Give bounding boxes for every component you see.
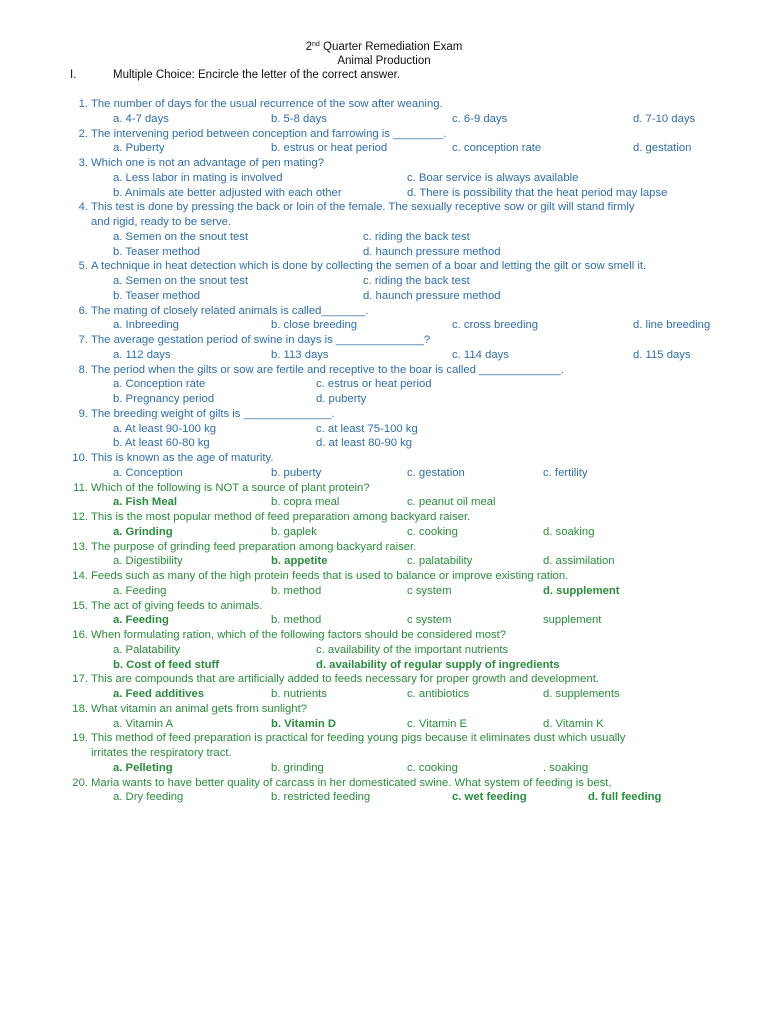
question-number: 14. [72,570,88,582]
answer-option[interactable]: . soaking [543,761,589,774]
answer-option[interactable]: d. haunch pressure method [363,245,501,258]
answer-option[interactable]: d. Vitamin K [543,717,604,730]
question-text: The period when the gilts or sow are fertile and receptive to the boar is called _____________. [91,363,564,376]
question-text: The mating of closely related animals is called_______. [91,304,369,317]
answer-option[interactable]: c. gestation [407,466,465,479]
question-text: Maria wants to have better quality of carcass in her domesticated swine. What system of feeding is best, [91,776,612,789]
question-text: When formulating ration, which of the following factors should be considered most? [91,629,507,641]
answer-option[interactable]: c. riding the back test [363,230,470,243]
answer-option[interactable]: c. antibiotics [407,688,470,700]
answer-option[interactable]: a. Palatability [113,643,181,656]
answer-option[interactable]: d. There is possibility that the heat period may lapse [407,186,668,199]
answer-option[interactable]: c system [407,584,452,597]
question-text: irritates the respiratory tract. [91,747,232,759]
answer-option[interactable]: b. close breeding [271,319,358,332]
exam-subject: Animal Production [337,55,431,67]
answer-option[interactable]: b. At least 60-80 kg [113,437,210,450]
answer-option[interactable]: b. 113 days [271,348,329,361]
answer-option[interactable]: a. Grinding [113,525,173,538]
answer-option[interactable]: d. puberty [316,393,367,405]
question-number: 9. [78,407,88,420]
question-text: Which of the following is NOT a source of plant protein? [91,481,370,494]
answer-option[interactable]: b. nutrients [271,688,327,700]
answer-option[interactable]: a. Pelleting [113,761,173,774]
question-text: The purpose of grinding feed preparation among backyard raiser. [91,540,417,553]
answer-option[interactable]: b. grinding [271,761,324,774]
answer-option[interactable]: c. conception rate [452,142,542,155]
answer-option[interactable]: d. line breeding [633,319,711,332]
answer-option[interactable]: a. Feeding [113,614,169,627]
question-number: 20. [72,776,88,789]
answer-option[interactable]: c system [407,614,452,627]
question-text: The act of giving feeds to animals. [91,599,263,612]
question-number: 19. [72,732,88,745]
question-number: 5. [78,260,88,273]
answer-option[interactable]: c. wet feeding [452,791,527,804]
question-text: What vitamin an animal gets from sunlight? [91,702,307,715]
answer-option[interactable]: a. Semen on the snout test [113,275,249,287]
answer-option[interactable]: b. Vitamin D [271,717,337,730]
question-number: 10. [72,452,88,464]
answer-option[interactable]: a. At least 90-100 kg [113,422,216,435]
exam-title: 2nd Quarter Remediation Exam [305,41,463,53]
answer-option[interactable]: d. soaking [543,525,595,538]
question-text: This is known as the age of maturity. [91,452,274,464]
answer-option[interactable]: a. 112 days [113,348,171,361]
answer-option[interactable]: c. riding the back test [363,275,470,287]
answer-option[interactable]: a. 4-7 days [113,112,169,125]
question-number: 17. [72,673,88,686]
section-instruction: Multiple Choice: Encircle the letter of the correct answer. [113,69,400,81]
answer-option[interactable]: c. cooking [407,761,458,774]
answer-option[interactable]: supplement [543,614,602,627]
answer-option[interactable]: b. estrus or heat period [271,142,388,155]
answer-option[interactable]: d. supplement [543,584,620,597]
question-text: Which one is not an advantage of pen mating? [91,157,324,169]
answer-option[interactable]: c. Vitamin E [407,717,468,730]
question-number: 1. [78,98,88,110]
answer-option[interactable]: b. copra meal [271,496,340,509]
question-text: and rigid, ready to be serve. [91,216,232,228]
answer-option[interactable]: d. haunch pressure method [363,289,501,302]
answer-option[interactable]: b. puberty [271,466,322,479]
answer-option[interactable]: a. Fish Meal [113,496,178,509]
question-number: 16. [72,629,88,641]
answer-option[interactable]: b. method [271,614,322,627]
answer-option[interactable]: c. palatability [407,555,473,568]
answer-option[interactable]: c. cooking [407,525,458,538]
question-number: 7. [78,334,88,346]
question-text: This test is done by pressing the back or loin of the female. The sexually receptive sow or gilt will stand firmly [91,201,635,214]
question-number: 15. [72,599,88,612]
answer-option[interactable]: c. peanut oil meal [407,496,496,509]
answer-option[interactable]: d. availability of regular supply of ingredients [316,658,560,671]
answer-option[interactable]: d. 115 days [633,348,691,361]
answer-option[interactable]: c. fertility [543,466,588,479]
answer-option[interactable]: d. at least 80-90 kg [316,437,413,450]
answer-option[interactable]: a. Vitamin A [113,717,174,730]
answer-option[interactable]: a. Dry feeding [113,791,184,804]
answer-option[interactable]: a. Feeding [113,584,167,597]
question-text: The intervening period between conception and farrowing is ________. [91,127,447,140]
answer-option[interactable]: b. method [271,584,322,597]
answer-option[interactable]: a. Conception [113,466,183,479]
answer-option[interactable]: b. restricted feeding [271,791,371,804]
question-number: 13. [72,540,88,553]
question-number: 3. [78,157,88,169]
answer-option[interactable]: d. assimilation [543,555,615,568]
answer-option[interactable]: a. Conception rate [113,378,206,391]
answer-option[interactable]: b. Animals ate better adjusted with each other [113,186,342,199]
question-number: 2. [78,127,88,140]
answer-option[interactable]: c. availability of the important nutrients [316,643,509,656]
answer-option[interactable]: c. Boar service is always available [407,171,579,184]
question-number: 4. [78,201,88,214]
answer-option[interactable]: b. gaplek [271,525,317,538]
answer-option[interactable]: b. appetite [271,555,328,568]
section-number: I. [70,69,77,81]
answer-option[interactable]: b. Teaser method [113,289,201,302]
answer-option[interactable]: d. gestation [633,142,692,155]
answer-option[interactable]: c. 114 days [452,348,509,361]
answer-option[interactable]: d. full feeding [588,791,662,804]
answer-option[interactable]: b. Pregnancy period [113,393,215,405]
answer-option[interactable]: b. Cost of feed stuff [113,658,220,671]
question-number: 6. [78,304,88,317]
answer-option[interactable]: a. Semen on the snout test [113,230,249,243]
answer-option[interactable]: c. 6-9 days [452,112,508,125]
answer-option[interactable]: b. Teaser method [113,245,201,258]
answer-option[interactable]: c. cross breeding [452,319,539,332]
answer-option[interactable]: b. 5-8 days [271,112,327,125]
question-text: The breeding weight of gilts is ______________. [91,407,335,420]
answer-option[interactable]: a. Puberty [113,142,165,155]
answer-option[interactable]: c. at least 75-100 kg [316,422,418,435]
question-text: Feeds such as many of the high protein feeds that is used to balance or improve existing ration. [91,570,569,582]
question-text: The average gestation period of swine in days is ______________? [91,334,431,346]
question-number: 18. [72,702,88,715]
question-number: 8. [78,363,88,376]
question-text: This are compounds that are artificially added to feeds necessary for proper growth and development. [91,673,600,686]
question-number: 12. [72,511,88,523]
answer-option[interactable]: a. Inbreeding [113,319,179,332]
answer-option[interactable]: d. supplements [543,688,620,700]
answer-option[interactable]: a. Digestibility [113,555,183,568]
question-text: A technique in heat detection which is done by collecting the semen of a boar and letting the gilt or sow smell it. [91,260,647,273]
answer-option[interactable]: a. Feed additives [113,688,205,700]
question-number: 11. [73,481,88,494]
question-text: This is the most popular method of feed preparation among backyard raiser. [91,511,471,523]
question-text: The number of days for the usual recurrence of the sow after weaning. [91,98,443,110]
answer-option[interactable]: a. Less labor in mating is involved [113,171,283,184]
answer-option[interactable]: c. estrus or heat period [316,378,432,391]
question-text: This method of feed preparation is practical for feeding young pigs because it eliminates dust which usually [91,732,626,745]
answer-option[interactable]: d. 7-10 days [633,112,696,125]
